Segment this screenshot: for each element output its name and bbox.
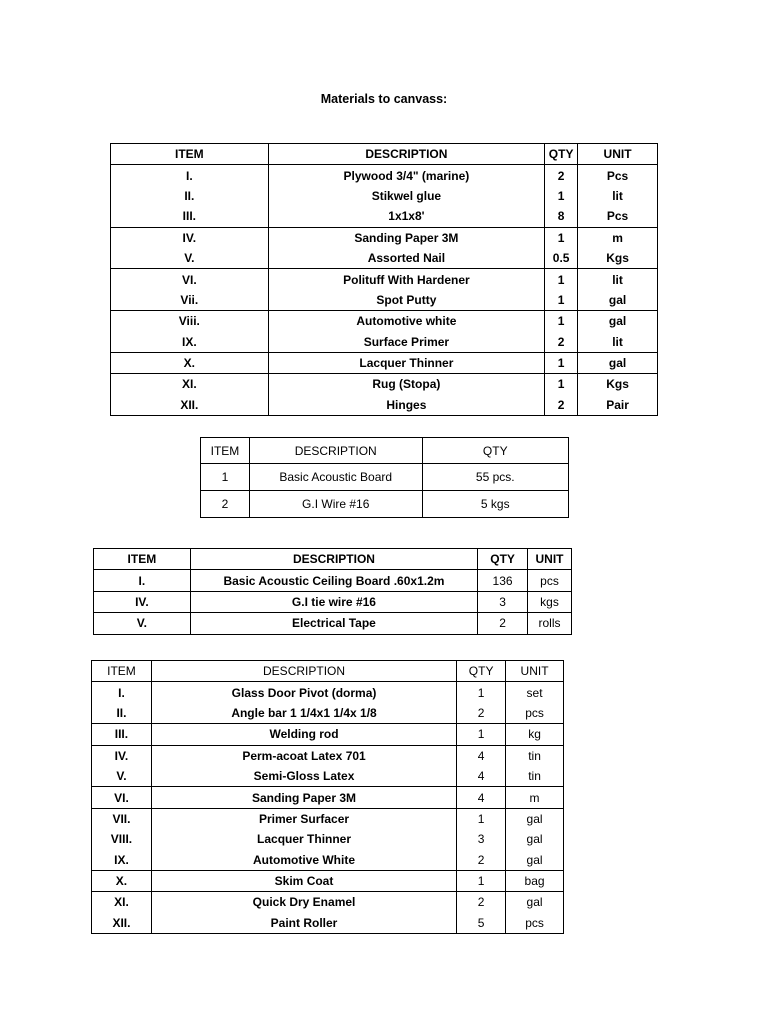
qty-cell: 1: [545, 290, 578, 311]
item-cell: I.: [111, 165, 269, 186]
table-row: [111, 290, 658, 311]
item-cell: IX.: [92, 850, 152, 871]
table-row: [111, 248, 658, 269]
qty-cell: 1: [545, 186, 578, 206]
description-cell: Plywood 3/4" (marine): [268, 165, 544, 186]
description-cell: Automotive white: [268, 311, 544, 332]
header-description: DESCRIPTION: [190, 549, 477, 570]
table-row: [92, 787, 564, 808]
description-cell: Stikwel glue: [268, 186, 544, 206]
description-cell: Polituff With Hardener: [268, 269, 544, 290]
description-cell: Basic Acoustic Board: [249, 464, 422, 491]
qty-cell: 2: [457, 892, 506, 913]
description-cell: Electrical Tape: [190, 613, 477, 634]
unit-cell: Kgs: [578, 374, 658, 395]
table-row: [94, 591, 572, 612]
item-cell: I.: [94, 570, 191, 591]
description-cell: 1x1x8': [268, 206, 544, 227]
table-row: [92, 870, 564, 891]
unit-cell: gal: [506, 850, 564, 871]
table-row: [92, 703, 564, 724]
item-cell: Vii.: [111, 290, 269, 311]
header-qty: QTY: [545, 144, 578, 165]
table-row: [201, 491, 569, 518]
qty-cell: 1: [457, 870, 506, 891]
unit-cell: lit: [578, 269, 658, 290]
unit-cell: lit: [578, 332, 658, 353]
qty-cell: 55 pcs.: [422, 464, 568, 491]
qty-cell: 4: [457, 787, 506, 808]
item-cell: XI.: [111, 374, 269, 395]
header-item: ITEM: [92, 661, 152, 682]
qty-cell: 2: [545, 395, 578, 416]
item-cell: Viii.: [111, 311, 269, 332]
materials-table-4: [91, 660, 564, 934]
item-cell: V.: [111, 248, 269, 269]
item-cell: VIII.: [92, 829, 152, 849]
description-cell: G.I tie wire #16: [190, 591, 477, 612]
qty-cell: 5: [457, 913, 506, 934]
header-qty: QTY: [422, 438, 568, 464]
unit-cell: gal: [506, 892, 564, 913]
table-row: [92, 850, 564, 871]
unit-cell: pcs: [506, 913, 564, 934]
item-cell: XII.: [92, 913, 152, 934]
unit-cell: gal: [506, 829, 564, 849]
item-cell: V.: [94, 613, 191, 634]
materials-table-2: [200, 437, 569, 518]
item-cell: VI.: [92, 787, 152, 808]
unit-cell: bag: [506, 870, 564, 891]
unit-cell: gal: [578, 290, 658, 311]
item-cell: VII.: [92, 808, 152, 829]
qty-cell: 1: [457, 808, 506, 829]
unit-cell: set: [506, 682, 564, 703]
table-row: [92, 724, 564, 745]
header-item: ITEM: [201, 438, 250, 464]
qty-cell: 2: [478, 613, 528, 634]
unit-cell: gal: [578, 311, 658, 332]
unit-cell: tin: [506, 745, 564, 766]
qty-cell: 3: [457, 829, 506, 849]
description-cell: Sanding Paper 3M: [268, 227, 544, 248]
table-row: [111, 206, 658, 227]
table-row: [92, 682, 564, 703]
unit-cell: Kgs: [578, 248, 658, 269]
qty-cell: 5 kgs: [422, 491, 568, 518]
item-cell: IV.: [111, 227, 269, 248]
unit-cell: Pcs: [578, 206, 658, 227]
description-cell: Glass Door Pivot (dorma): [151, 682, 456, 703]
description-cell: Assorted Nail: [268, 248, 544, 269]
header-unit: UNIT: [506, 661, 564, 682]
table-row: [94, 613, 572, 634]
unit-cell: m: [578, 227, 658, 248]
description-cell: Rug (Stopa): [268, 374, 544, 395]
qty-cell: 136: [478, 570, 528, 591]
table-row: [92, 808, 564, 829]
unit-cell: pcs: [506, 703, 564, 724]
table-row: [94, 570, 572, 591]
item-cell: 1: [201, 464, 250, 491]
table-row: [201, 464, 569, 491]
item-cell: II.: [111, 186, 269, 206]
description-cell: Primer Surfacer: [151, 808, 456, 829]
header-description: DESCRIPTION: [249, 438, 422, 464]
table-row: [111, 269, 658, 290]
unit-cell: rolls: [528, 613, 572, 634]
unit-cell: gal: [578, 352, 658, 373]
description-cell: Automotive White: [151, 850, 456, 871]
materials-table-1: [110, 143, 658, 416]
description-cell: Paint Roller: [151, 913, 456, 934]
table-row: [92, 892, 564, 913]
description-cell: Sanding Paper 3M: [151, 787, 456, 808]
table-row: [92, 766, 564, 787]
item-cell: XII.: [111, 395, 269, 416]
qty-cell: 4: [457, 766, 506, 787]
table-row: [92, 745, 564, 766]
table-row: [111, 186, 658, 206]
table-row: [111, 165, 658, 186]
unit-cell: Pcs: [578, 165, 658, 186]
page-title: Materials to canvass:: [320, 92, 448, 106]
qty-cell: 2: [457, 703, 506, 724]
qty-cell: 2: [545, 332, 578, 353]
qty-cell: 1: [545, 352, 578, 373]
qty-cell: 2: [457, 850, 506, 871]
table-row: [92, 829, 564, 849]
item-cell: V.: [92, 766, 152, 787]
item-cell: X.: [111, 352, 269, 373]
table-row: [111, 332, 658, 353]
qty-cell: 1: [545, 269, 578, 290]
item-cell: I.: [92, 682, 152, 703]
qty-cell: 1: [457, 682, 506, 703]
unit-cell: pcs: [528, 570, 572, 591]
description-cell: Semi-Gloss Latex: [151, 766, 456, 787]
header-description: DESCRIPTION: [268, 144, 544, 165]
description-cell: Spot Putty: [268, 290, 544, 311]
table-row: [111, 395, 658, 416]
header-qty: QTY: [478, 549, 528, 570]
table-row: [111, 352, 658, 373]
description-cell: G.I Wire #16: [249, 491, 422, 518]
qty-cell: 1: [545, 374, 578, 395]
description-cell: Skim Coat: [151, 870, 456, 891]
description-cell: Surface Primer: [268, 332, 544, 353]
item-cell: 2: [201, 491, 250, 518]
unit-cell: lit: [578, 186, 658, 206]
description-cell: Basic Acoustic Ceiling Board .60x1.2m: [190, 570, 477, 591]
item-cell: III.: [111, 206, 269, 227]
unit-cell: kgs: [528, 591, 572, 612]
item-cell: IX.: [111, 332, 269, 353]
qty-cell: 2: [545, 165, 578, 186]
description-cell: Quick Dry Enamel: [151, 892, 456, 913]
item-cell: III.: [92, 724, 152, 745]
header-unit: UNIT: [528, 549, 572, 570]
item-cell: VI.: [111, 269, 269, 290]
item-cell: IV.: [92, 745, 152, 766]
qty-cell: 1: [545, 311, 578, 332]
item-cell: X.: [92, 870, 152, 891]
header-qty: QTY: [457, 661, 506, 682]
unit-cell: gal: [506, 808, 564, 829]
header-description: DESCRIPTION: [151, 661, 456, 682]
table-row: [92, 913, 564, 934]
description-cell: Lacquer Thinner: [268, 352, 544, 373]
unit-cell: tin: [506, 766, 564, 787]
description-cell: Angle bar 1 1/4x1 1/4x 1/8: [151, 703, 456, 724]
qty-cell: 0.5: [545, 248, 578, 269]
qty-cell: 1: [457, 724, 506, 745]
header-unit: UNIT: [578, 144, 658, 165]
table-row: [111, 311, 658, 332]
materials-table-3: [93, 548, 572, 635]
table-row: [111, 374, 658, 395]
unit-cell: Pair: [578, 395, 658, 416]
item-cell: II.: [92, 703, 152, 724]
qty-cell: 1: [545, 227, 578, 248]
qty-cell: 4: [457, 745, 506, 766]
unit-cell: m: [506, 787, 564, 808]
unit-cell: kg: [506, 724, 564, 745]
table-row: [111, 227, 658, 248]
description-cell: Hinges: [268, 395, 544, 416]
qty-cell: 3: [478, 591, 528, 612]
item-cell: IV.: [94, 591, 191, 612]
description-cell: Perm-acoat Latex 701: [151, 745, 456, 766]
description-cell: Welding rod: [151, 724, 456, 745]
qty-cell: 8: [545, 206, 578, 227]
header-item: ITEM: [94, 549, 191, 570]
item-cell: XI.: [92, 892, 152, 913]
description-cell: Lacquer Thinner: [151, 829, 456, 849]
header-item: ITEM: [111, 144, 269, 165]
